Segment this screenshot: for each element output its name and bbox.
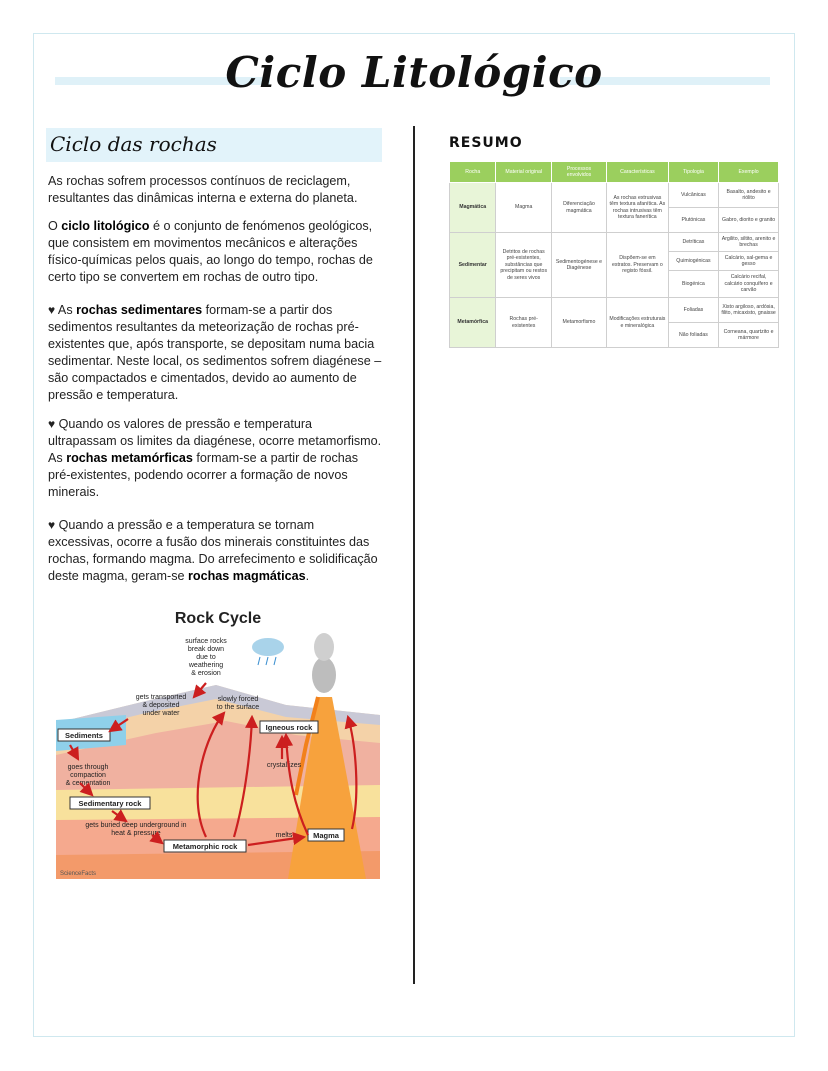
page-title: Ciclo Litológico — [225, 48, 603, 97]
table-row — [450, 183, 779, 208]
label-metamorphic: Metamorphic rock — [172, 842, 238, 851]
table-cell: Calcário recifal, calcário conquífero e carvão — [719, 271, 779, 298]
column-divider — [413, 126, 415, 984]
table-cell: Calcário, sal-gema e gesso — [719, 252, 779, 271]
text: As — [55, 303, 77, 317]
heart-icon: ♥ — [48, 303, 56, 317]
table-cell: Detríticas — [668, 233, 718, 252]
table-cell: Magmática — [450, 183, 496, 233]
paragraph-ciclo — [48, 218, 382, 286]
table-cell: Sedimentar — [450, 233, 496, 298]
rock-cycle-diagram — [56, 605, 380, 879]
table-row — [450, 298, 779, 323]
text: . — [305, 569, 310, 583]
table-header: Tipologia — [668, 162, 718, 183]
credit-label: ScienceFacts — [60, 871, 97, 877]
label-buried: gets buried deep underground in heat & pressure — [85, 822, 187, 837]
text: é o conjunto de fenómenos geológicos, que consistem em movimentos mecânicos e alterações físico-químicas pelos quais, ao longo do tempo, rochas de certo tipo se convertem em rochas de outro tipo. — [48, 219, 373, 284]
table-cell: Metamorfismo — [551, 298, 606, 348]
table-header: Processos envolvidos — [551, 162, 606, 183]
heart-icon: ♥ — [48, 417, 56, 431]
label-magma: Magma — [313, 831, 339, 840]
table-cell: Corneana, quartzito e mármore — [719, 323, 779, 348]
label-sedimentary: Sedimentary rock — [78, 799, 142, 808]
table-cell: Metamórfica — [450, 298, 496, 348]
label-forced: slowly forced to the surface — [216, 696, 260, 711]
smoke — [314, 633, 334, 661]
smoke — [312, 657, 336, 693]
summary-table — [449, 161, 779, 348]
label-compaction: goes through compaction & cementation — [65, 764, 111, 787]
table-cell: Não foliadas — [668, 323, 718, 348]
table-cell: Rochas pré-existentes — [496, 298, 552, 348]
table-cell: Argilito, siltito, arenito e brechas — [719, 233, 779, 252]
term-metamorficas: rochas metamórficas — [66, 451, 193, 465]
text: formam-se a partir dos sedimentos resultantes da meteorização de rochas pré-existentes que, após transporte, se depositam numa bacia sedimentar. Neste local, os sedimentos sofrem diagénese – são compactados e cimentados, devido ao aumento de pressão e temperatura. — [48, 303, 382, 402]
table-cell: Quimiogénicas — [668, 252, 718, 271]
left-column — [48, 173, 382, 596]
table-cell: Dispõem-se em estratos. Preservam o registo fóssil. — [607, 233, 669, 298]
label-sediments: Sediments — [65, 731, 103, 740]
table-cell: Plutónicas — [668, 208, 718, 233]
table-cell: Basalto, andesito e riólito — [719, 183, 779, 208]
table-header: Características — [607, 162, 669, 183]
label-transported: gets transported & deposited under water — [135, 694, 187, 717]
table-cell: Foliadas — [668, 298, 718, 323]
table-cell: Vulcânicas — [668, 183, 718, 208]
table-cell: As rochas extrusivas têm textura afanítica. As rochas intrusivas têm textura fanerítica — [607, 183, 669, 233]
cloud-icon — [252, 638, 284, 656]
table-cell: Magma — [496, 183, 552, 233]
label-surface: surface rocks break down due to weathering & erosion — [185, 638, 227, 677]
table-row — [450, 233, 779, 252]
term-ciclo: ciclo litológico — [61, 219, 150, 233]
rock-cycle-title: Rock Cycle — [174, 610, 262, 627]
table-cell: Detritos de rochas pré-existentes, substâncias que precipitam ou restos de seres vivos — [496, 233, 552, 298]
table-cell: Biogénica — [668, 271, 718, 298]
resumo-heading: RESUMO — [449, 135, 523, 151]
table-header: Material original — [496, 162, 552, 183]
table-header: Rocha — [450, 162, 496, 183]
table-cell: Diferenciação magmática — [551, 183, 606, 233]
term-magmaticas: rochas magmáticas — [188, 569, 306, 583]
text: Quando os valores de pressão e temperatura ultrapassam os limites da diagénese, ocorre metamorfismo. As — [48, 417, 382, 465]
table-cell: Gabro, diorito e granito — [719, 208, 779, 233]
section-heading: Ciclo das rochas — [50, 132, 217, 156]
paragraph-magmaticas — [48, 517, 382, 585]
label-crystallizes: crystallizes — [266, 762, 302, 769]
text: Quando a pressão e a temperatura se tornam excessivas, ocorre a fusão dos minerais constituintes das rochas, formando magma. Do arrefecimento e solidificação deste magma, geram-se — [48, 518, 378, 583]
heart-icon: ♥ — [48, 518, 56, 532]
paragraph-intro: As rochas sofrem processos contínuos de reciclagem, resultantes das dinâmicas interna e externa do planeta. — [48, 174, 358, 205]
text: formam-se a partir de rochas pré-existentes, podendo ocorrer a formação de novos minerais. — [48, 451, 359, 499]
table-header: Exemplo — [719, 162, 779, 183]
text: O — [48, 219, 62, 233]
section-heading-box — [46, 128, 382, 162]
table-cell: Modificações estruturais e mineralógica — [607, 298, 669, 348]
rain-icon — [258, 657, 276, 665]
table-header-row — [450, 162, 779, 183]
table-cell: Sedimentogénese e Diagénese — [551, 233, 606, 298]
paragraph-metamorficas — [48, 416, 382, 501]
paragraph-sedimentares — [48, 302, 382, 404]
label-igneous: Igneous rock — [265, 723, 313, 732]
label-melts: melts — [275, 832, 293, 839]
term-sedimentares: rochas sedimentares — [76, 303, 203, 317]
table-cell: Xisto argiloso, ardósia, filito, micaxisto, gnaisse — [719, 298, 779, 323]
